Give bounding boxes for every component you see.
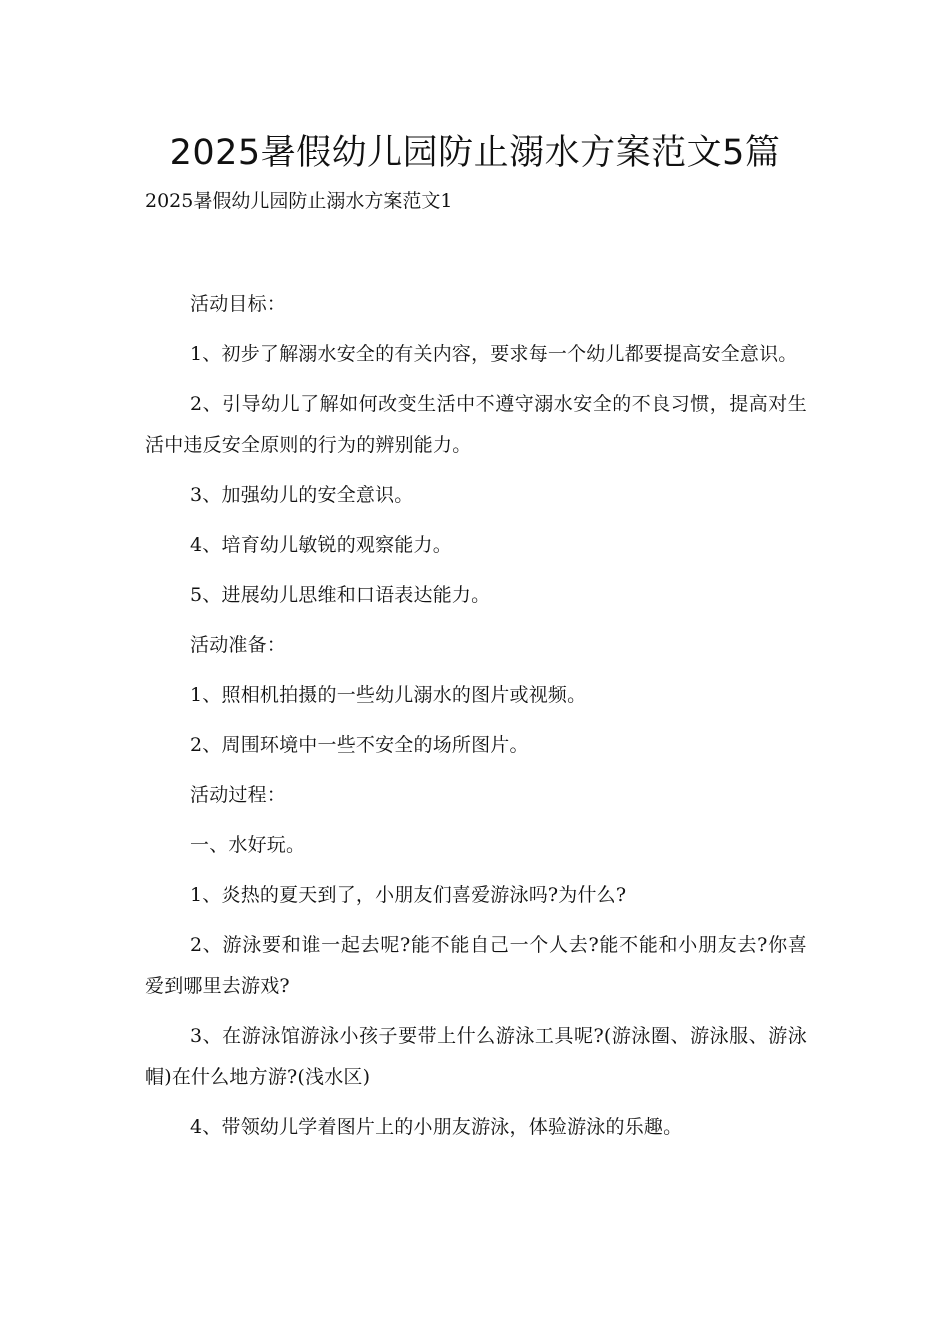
paragraph: 4、培育幼儿敏锐的观察能力。 (190, 534, 452, 556)
paragraph: 一、水好玩。 (190, 834, 306, 856)
paragraph: 2、周围环境中一些不安全的场所图片。 (190, 734, 529, 756)
paragraph: 1、炎热的夏天到了，小朋友们喜爱游泳吗?为什么? (190, 884, 627, 906)
paragraph: 3、加强幼儿的安全意识。 (190, 484, 414, 506)
paragraph: 活动目标： (190, 293, 287, 315)
paragraph: 1、照相机拍摄的一些幼儿溺水的图片或视频。 (190, 684, 587, 706)
paragraph: 2、游泳要和谁一起去呢?能不能自己一个人去?能不能和小朋友去?你喜爱到哪里去游戏? (145, 934, 807, 997)
document-title: 2025暑假幼儿园防止溺水方案范文5篇 (169, 133, 781, 173)
paragraph: 1、初步了解溺水安全的有关内容，要求每一个幼儿都要提高安全意识。 (190, 343, 798, 365)
document-body (145, 284, 807, 1157)
paragraph: 2、引导幼儿了解如何改变生活中不遵守溺水安全的不良习惯，提高对生活中违反安全原则的行为的辨别能力。 (145, 393, 807, 456)
paragraph: 3、在游泳馆游泳小孩子要带上什么游泳工具呢?(游泳圈、游泳服、游泳帽)在什么地方游?(浅水区) (145, 1025, 807, 1088)
paragraph: 5、进展幼儿思维和口语表达能力。 (190, 584, 491, 606)
document-subtitle: 2025暑假幼儿园防止溺水方案范文1 (145, 190, 453, 212)
paragraph: 4、带领幼儿学着图片上的小朋友游泳，体验游泳的乐趣。 (190, 1116, 683, 1138)
paragraph: 活动准备： (190, 634, 287, 656)
paragraph: 活动过程： (190, 784, 287, 806)
